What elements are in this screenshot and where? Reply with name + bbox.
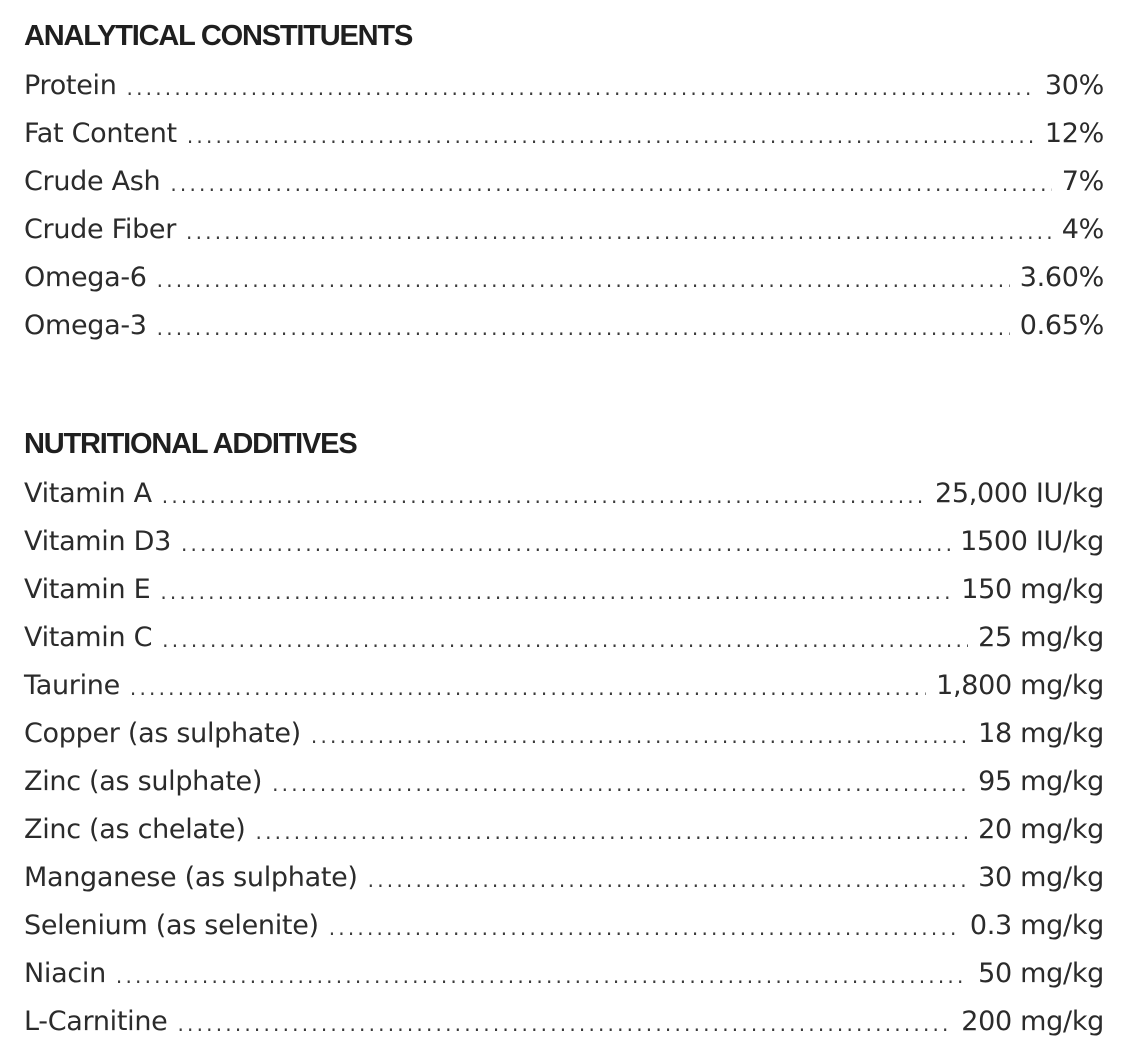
item-name: Niacin [24,958,106,989]
list-item [24,998,1104,1046]
item-value: 7% [1061,166,1104,197]
item-name: Vitamin A [24,478,152,509]
item-value: 12% [1044,118,1104,149]
item-value: 200 mg/kg [961,1006,1104,1037]
item-name: Fat Content [24,118,177,149]
list-item [24,710,1104,758]
item-value: 18 mg/kg [978,718,1104,749]
item-value: 95 mg/kg [978,766,1104,797]
dot-leader [311,712,968,760]
dot-leader [177,1000,951,1048]
list-item [24,518,1104,566]
dot-leader [329,904,960,952]
list-item [24,854,1104,902]
item-name: Vitamin D3 [24,526,171,557]
dot-leader [127,64,1035,112]
item-name: Crude Ash [24,166,161,197]
list-item [24,950,1104,998]
item-value: 0.65% [1019,310,1104,341]
dot-leader [160,568,951,616]
item-value: 20 mg/kg [978,814,1104,845]
list-item [24,806,1104,854]
item-value: 150 mg/kg [961,574,1104,605]
dot-leader [162,616,968,664]
dot-leader [368,856,968,904]
section-title-nutritional-additives: NUTRITIONAL ADDITIVES [24,428,357,460]
list-item [24,758,1104,806]
item-value: 30% [1044,70,1104,101]
item-value: 30 mg/kg [978,862,1104,893]
dot-leader [170,160,1051,208]
item-name: Vitamin E [24,574,151,605]
item-name: Crude Fiber [24,214,177,245]
list-item [24,902,1104,950]
item-name: Vitamin C [24,622,153,653]
item-name: Copper (as sulphate) [24,718,301,749]
section-title-analytical-constituents: ANALYTICAL CONSTITUENTS [24,20,413,52]
item-value: 50 mg/kg [978,958,1104,989]
item-name: L-Carnitine [24,1006,168,1037]
item-value: 25 mg/kg [978,622,1104,653]
list-item [24,206,1104,254]
dot-leader [162,472,925,520]
item-value: 3.60% [1019,262,1104,293]
dot-leader [256,808,969,856]
list-item [24,302,1104,350]
item-value: 0.3 mg/kg [969,910,1104,941]
nutritional-additives-list [24,470,1104,1046]
dot-leader [187,112,1035,160]
item-value: 25,000 IU/kg [934,478,1104,509]
item-value: 1,800 mg/kg [936,670,1104,701]
list-item [24,662,1104,710]
list-item [24,158,1104,206]
list-item [24,470,1104,518]
item-name: Protein [24,70,117,101]
list-item [24,614,1104,662]
list-item [24,254,1104,302]
list-item [24,566,1104,614]
analytical-constituents-list [24,62,1104,350]
list-item [24,62,1104,110]
item-name: Omega-6 [24,262,147,293]
item-name: Selenium (as selenite) [24,910,319,941]
item-name: Taurine [24,670,120,701]
item-name: Zinc (as sulphate) [24,766,263,797]
dot-leader [130,664,926,712]
dot-leader [116,952,968,1000]
dot-leader [186,208,1052,256]
dot-leader [157,304,1010,352]
item-value: 1500 IU/kg [960,526,1104,557]
item-name: Zinc (as chelate) [24,814,246,845]
item-value: 4% [1061,214,1104,245]
dot-leader [157,256,1010,304]
list-item [24,110,1104,158]
item-name: Manganese (as sulphate) [24,862,358,893]
item-name: Omega-3 [24,310,147,341]
dot-leader [272,760,968,808]
dot-leader [181,520,950,568]
